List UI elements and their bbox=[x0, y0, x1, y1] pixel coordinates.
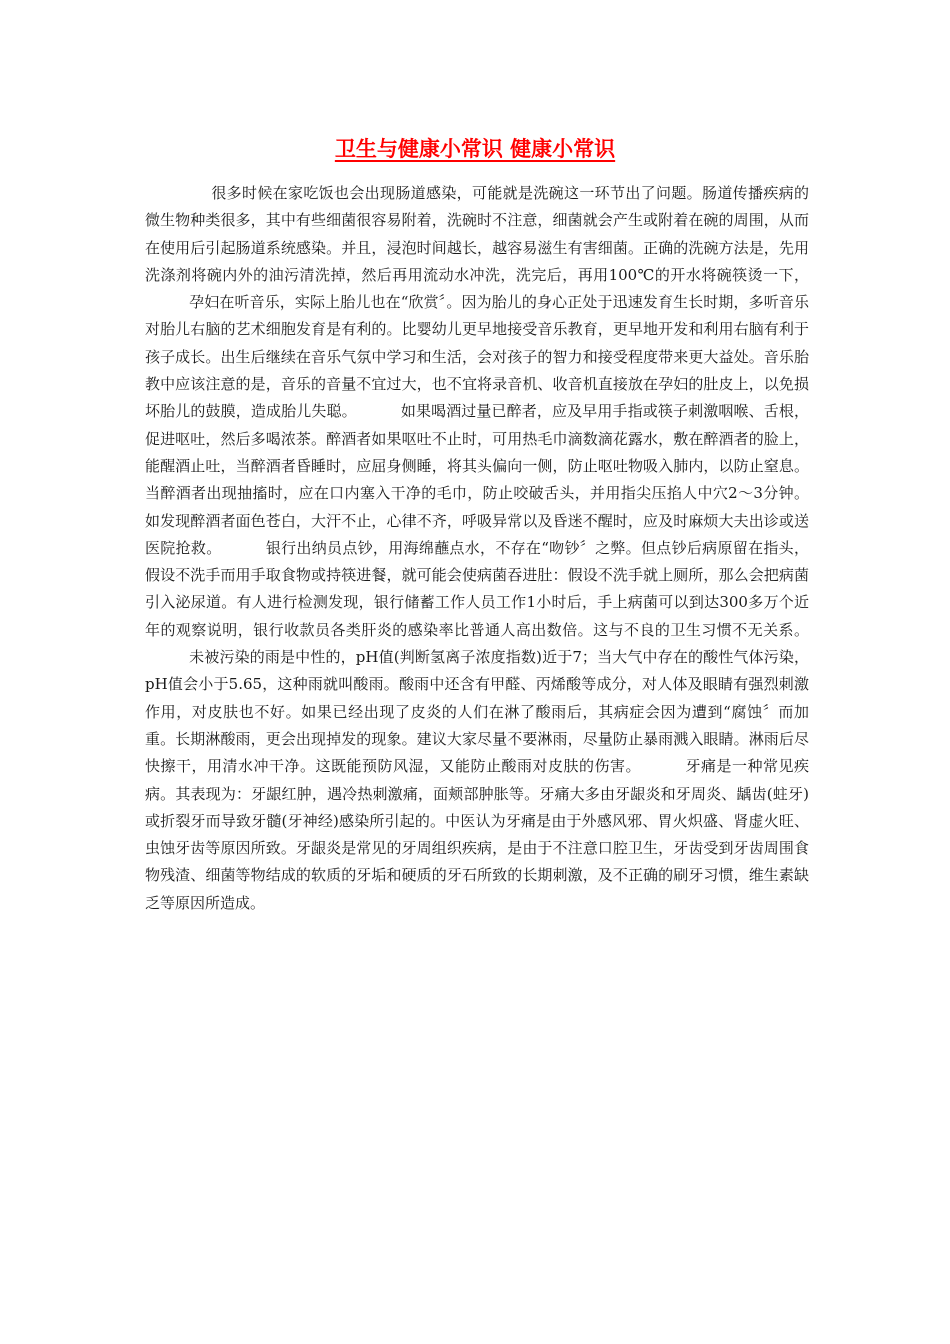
paragraph-toothache: 牙痛是一种常见疾病。其表现为：牙龈红肿，遇冷热刺激痛，面颊部肿胀等。牙痛大多由牙龈炎和牙周炎、龋齿(蛀牙)或折裂牙而导致牙髓(牙神经)感染所引起的。中医认为牙痛是由于外感风邪、胃火炽盛、肾虚火旺、虫蚀牙齿等原因所致。牙龈炎是常见的牙周组织疾病，是由于不注意口腔卫生，牙齿受到牙齿周围食物残渣、细菌等物结成的软质的牙垢和硬质的牙石所致的长期刺激，及不正确的刷牙习惯，维生素缺乏等原因所造成。 bbox=[145, 757, 809, 912]
paragraph-bank-teller: 银行出纳员点钞，用海绵蘸点水，不存在“吻钞〞之弊。但点钞后病原留在指头，假设不洗手而用手取食物或持筷进餐，就可能会使病菌吞进肚：假设不洗手就上厕所，那么会把病菌引入泌尿道。有人进行检测发现，银行储蓄工作人员工作1小时后，手上病菌可以到达300多万个近年的观察说明，银行收款员各类肝炎的感染率比普通人高出数倍。这与不良的卫生习惯不无关系。 bbox=[145, 538, 809, 639]
paragraph-prenatal-music: 孕妇在听音乐，实际上胎儿也在“欣赏〞。因为胎儿的身心正处于迅速发育生长时期，多听音乐对胎儿右脑的艺术细胞发育是有利的。比婴幼儿更早地接受音乐教育，更早地开发和利用右脑有利于孩子成长。出生后继续在音乐气氛中学习和生活，会对孩子的智力和接受程度带来更大益处。音乐胎教中应该注意的是，音乐的音量不宜过大，也不宜将录音机、收音机直接放在孕妇的肚皮上，以免损坏胎儿的鼓膜，造成胎儿失聪。 bbox=[145, 293, 809, 421]
document-title: 卫生与健康小常识 健康小常识 bbox=[334, 136, 616, 161]
paragraph-dishwashing: 很多时候在家吃饭也会出现肠道感染，可能就是洗碗这一环节出了问题。肠道传播疾病的微生物种类很多，其中有些细菌很容易附着，洗碗时不注意，细菌就会产生或附着在碗的周围，从而在使用后引起肠道系统感染。并且，浸泡时间越长，越容易滋生有害细菌。正确的洗碗方法是，先用洗涤剂将碗内外的油污清洗掉，然后再用流动水冲洗，洗完后，再用100℃的开水将碗筷烫一下， bbox=[145, 184, 809, 284]
paragraph-drunkenness: 如果喝酒过量已醉者，应及早用手指或筷子刺激咽喉、舌根，促进呕吐，然后多喝浓茶。醉酒者如果呕吐不止时，可用热毛巾滴数滴花露水，敷在醉酒者的脸上，能醒酒止吐，当醉酒者昏睡时，应屈身侧睡，将其头偏向一侧，防止呕吐物吸入肺内，以防止窒息。当醉酒者出现抽搐时，应在口内塞入干净的毛巾，防止咬破舌头，并用指尖压掐人中穴2～3分钟。如发现醉酒者面色苍白，大汗不止，心律不齐，呼吸异常以及昏迷不醒时，应及时麻烦大夫出诊或送医院抢救。 bbox=[145, 402, 809, 557]
document-body bbox=[145, 180, 809, 917]
paragraph-acid-rain: 未被污染的雨是中性的，pH值(判断氢离子浓度指数)近于7；当大气中存在的酸性气体污染，pH值会小于5.65，这种雨就叫酸雨。酸雨中还含有甲醛、丙烯酸等成分，对人体及眼睛有强烈刺激作用，对皮肤也不好。如果已经出现了皮炎的人们在淋了酸雨后，其病症会因为遭到“腐蚀〞而加重。长期淋酸雨，更会出现掉发的现象。建议大家尽量不要淋雨，尽量防止暴雨溅入眼睛。淋雨后尽快擦干，用清水冲干净。这既能预防风湿，又能防止酸雨对皮肤的伤害。 bbox=[145, 648, 809, 776]
